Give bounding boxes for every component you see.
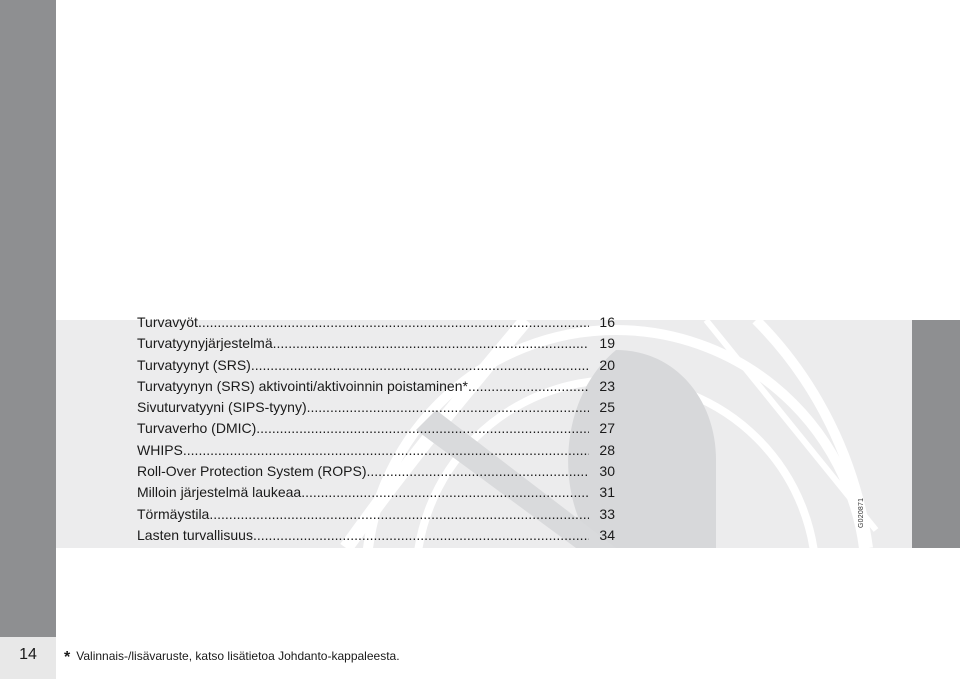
footnote-text: Valinnais-/lisävaruste, katso lisätietoa Johdanto-kappaleesta.	[76, 649, 400, 663]
toc-entry-page: 33	[599, 505, 615, 522]
left-sidebar-strip	[0, 0, 56, 679]
toc-entry-page: 28	[599, 441, 615, 458]
toc-entry-page: 19	[599, 335, 615, 352]
toc-entry-title: Lasten turvallisuus	[137, 526, 253, 543]
toc-entry-title: Turvaverho (DMIC)	[137, 420, 257, 437]
toc-entry[interactable]	[137, 461, 617, 482]
toc-entry-title: Roll-Over Protection System (ROPS)	[137, 463, 367, 480]
toc-leader-dots	[301, 482, 589, 503]
toc-entry-title: Törmäystila	[137, 505, 210, 522]
toc-entry-title: Turvatyynyn (SRS) aktivointi/aktivoinnin poistaminen*	[137, 377, 468, 394]
toc-entry-title: Turvatyynyjärjestelmä	[137, 335, 273, 352]
toc-entry[interactable]	[137, 312, 617, 333]
page-number: 14	[19, 646, 37, 663]
table-of-contents	[137, 312, 617, 546]
toc-entry-page: 23	[599, 377, 615, 394]
toc-entry[interactable]	[137, 440, 617, 461]
toc-entry[interactable]	[137, 525, 617, 546]
footnote-marker: *	[64, 649, 71, 666]
toc-entry[interactable]	[137, 397, 617, 418]
toc-entry[interactable]	[137, 355, 617, 376]
right-edge-tab	[912, 320, 960, 548]
toc-leader-dots	[367, 461, 590, 482]
toc-entry-page: 31	[599, 484, 615, 501]
toc-leader-dots	[209, 504, 589, 525]
toc-entry-page: 27	[599, 420, 615, 437]
image-code: G020871	[858, 497, 865, 528]
toc-entry-page: 30	[599, 463, 615, 480]
toc-entry-title: WHIPS	[137, 441, 183, 458]
toc-entry[interactable]	[137, 376, 617, 397]
toc-entry[interactable]	[137, 333, 617, 354]
toc-leader-dots	[198, 312, 589, 333]
toc-entry-page: 25	[599, 399, 615, 416]
toc-entry[interactable]	[137, 504, 617, 525]
toc-leader-dots	[468, 376, 589, 397]
toc-leader-dots	[273, 333, 589, 354]
toc-entry-page: 34	[599, 526, 615, 543]
toc-entry-title: Sivuturvatyyni (SIPS-tyyny)	[137, 399, 307, 416]
toc-entry-title: Turvatyynyt (SRS)	[137, 356, 251, 373]
footnote	[64, 649, 400, 667]
toc-leader-dots	[183, 440, 589, 461]
toc-entry[interactable]	[137, 482, 617, 503]
toc-leader-dots	[251, 355, 589, 376]
toc-entry-title: Turvavyöt	[137, 314, 198, 330]
toc-entry-page: 20	[599, 356, 615, 373]
toc-leader-dots	[256, 418, 589, 439]
toc-leader-dots	[307, 397, 589, 418]
toc-entry-page: 16	[599, 314, 615, 330]
toc-leader-dots	[253, 525, 589, 546]
toc-entry[interactable]	[137, 418, 617, 439]
toc-entry-title: Milloin järjestelmä laukeaa	[137, 484, 302, 501]
